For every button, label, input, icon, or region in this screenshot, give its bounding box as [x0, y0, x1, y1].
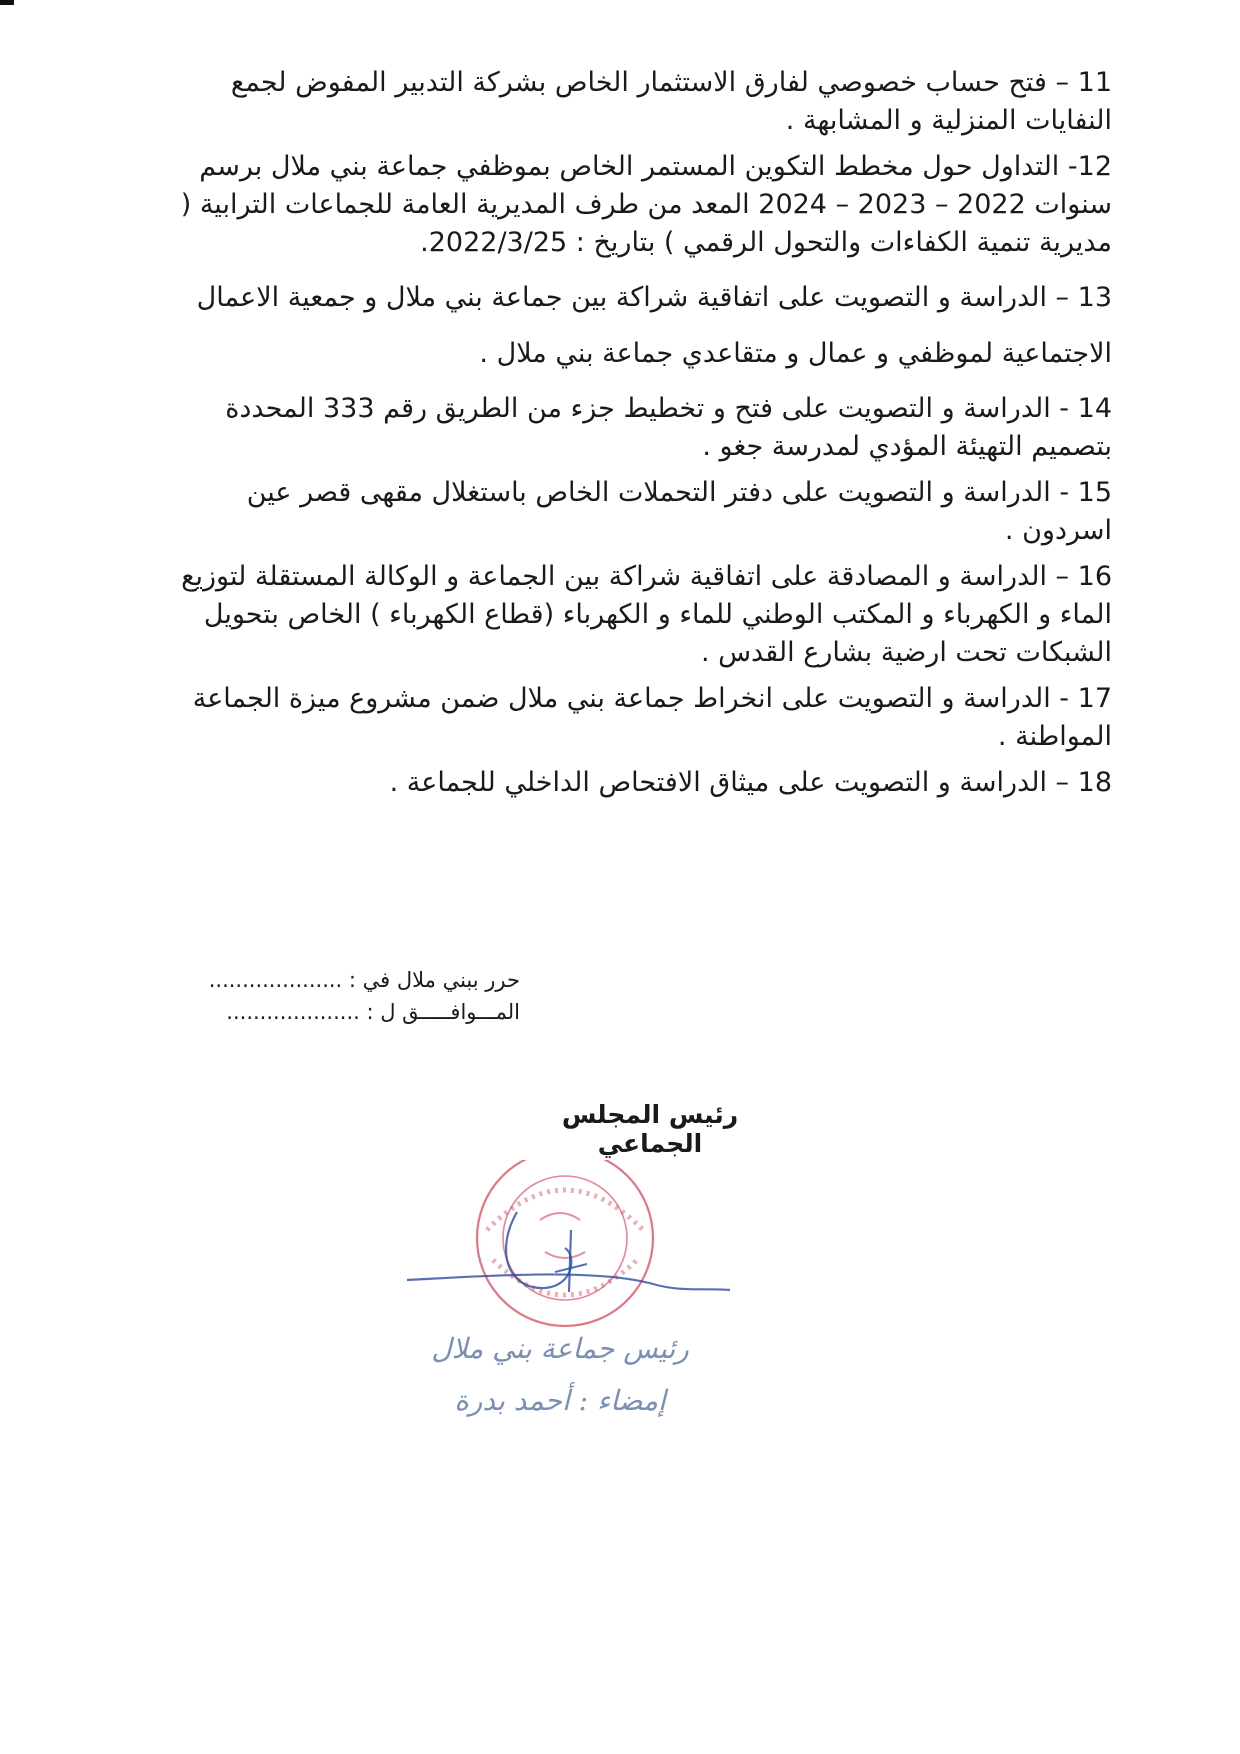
item-text: - الدراسة و التصويت على دفتر التحملات الخاص باستغلال مقهى قصر عين اسردون .: [246, 477, 1112, 546]
item-text: – الدراسة و التصويت على اتفاقية شراكة بين جماعة بني ملال و جمعية الاعمال الاجتماعية لموظفي و عمال و متقاعدي جماعة بني ملال .: [196, 282, 1112, 369]
agenda-item-15: [177, 474, 1112, 550]
agenda-item-17: [177, 680, 1112, 756]
written-at-line: حرر ببني ملال في : ....................: [208, 968, 520, 992]
page-corner-mark: [0, 0, 14, 5]
agenda-item-16: [177, 558, 1112, 672]
corresponding-date-line: المـــوافـــــق ل : ....................: [226, 1000, 520, 1024]
handwritten-title: رئيس جماعة بني ملال: [431, 1332, 689, 1365]
handwritten-signature: إمضاء : أحمد بدرة: [454, 1384, 666, 1417]
agenda-item-18: [177, 764, 1112, 802]
signature-stamp-area: [395, 1160, 740, 1445]
item-number: 13: [1077, 282, 1112, 313]
date-place-lines: [175, 964, 520, 1028]
agenda-list: [177, 64, 1112, 810]
item-number: 16: [1077, 561, 1112, 592]
item-text: – الدراسة و التصويت على ميثاق الافتحاص الداخلي للجماعة .: [389, 767, 1078, 798]
agenda-item-13: [177, 270, 1112, 382]
item-number: 15: [1077, 477, 1112, 508]
agenda-item-11: [177, 64, 1112, 140]
item-number: 18: [1077, 767, 1112, 798]
item-number: 12: [1077, 151, 1112, 182]
agenda-item-14: [177, 390, 1112, 466]
item-number: 14: [1077, 393, 1112, 424]
official-stamp-icon: [395, 1160, 740, 1330]
item-text: - الدراسة و التصويت على فتح و تخطيط جزء من الطريق رقم 333 المحددة بتصميم التهيئة المؤدي لمدرسة جغو .: [225, 393, 1112, 462]
item-text: – الدراسة و المصادقة على اتفاقية شراكة بين الجماعة و الوكالة المستقلة لتوزيع الماء و الكهرباء و المكتب الوطني للماء و الكهرباء (قطاع الكهرباء ) الخاص بتحويل الشبكات تحت ارضية بشارع القدس .: [181, 561, 1112, 668]
signatory-title: رئيس المجلس الجماعي: [561, 1100, 739, 1158]
agenda-item-12: [177, 148, 1112, 262]
item-text: - التداول حول مخطط التكوين المستمر الخاص بموظفي جماعة بني ملال برسم سنوات 2022 – 2023 – 2024 المعد من طرف المديرية العامة للجماعات الترابية ( مديرية تنمية الكفاءات والتحول الرقمي ) بتاريخ : 2022/3/25.: [180, 151, 1112, 258]
item-text: – فتح حساب خصوصي لفارق الاستثمار الخاص بشركة التدبير المفوض لجمع النفايات المنزلية و المشابهة .: [230, 67, 1112, 136]
item-number: 17: [1077, 683, 1112, 714]
item-number: 11: [1077, 67, 1112, 98]
item-text: - الدراسة و التصويت على انخراط جماعة بني ملال ضمن مشروع ميزة الجماعة المواطنة .: [192, 683, 1112, 752]
